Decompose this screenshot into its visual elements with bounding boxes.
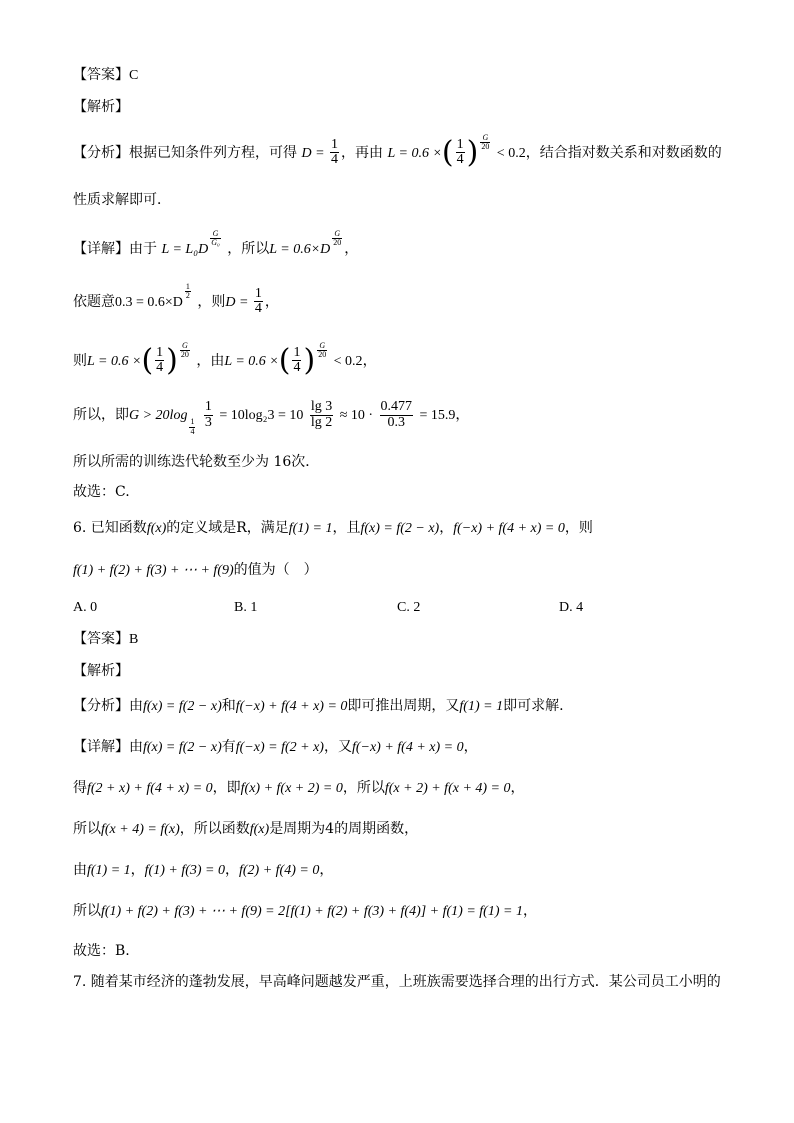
math-l-l0d: L = L₀D [161, 241, 209, 257]
exp-g-g0: $\frac{G}{\text{G₀}}$ [211, 229, 220, 248]
detail-line2-q6 [73, 781, 525, 796]
detail-line1-q5 [73, 230, 358, 257]
q6-d3-1: 所以 [73, 821, 101, 837]
stem-line2-q6 [73, 563, 318, 578]
exp-g-20-b: $\frac{G}{20}$ [333, 229, 342, 248]
xiangjie-label-q6: 【详解】 [73, 739, 129, 755]
option-b: B. 1 [234, 600, 258, 615]
option-d: D. 4 [559, 600, 584, 615]
frac-0477-03: $\frac{0.477}{0.3}$ [380, 399, 413, 430]
frac-one-third: $\frac{1}{3}$ [204, 399, 212, 430]
q6-d3-3: 是周期为4的周期函数， [269, 821, 419, 837]
math-approx: ≈ 10 · [339, 408, 374, 424]
fenxi-line-q5: 【分析】根据已知条件列方程，可得 D = $\frac{1}{4}$ ，再由 L = 0.6 ×( $\frac{1}{4}$ ) $\frac{G}{20}$ < 0.2，结合指对数关系和对数函数的 [73, 133, 722, 170]
math-final-sum: f(1) + f(2) + f(3) + ⋯ + f(9) = 2[f(1) + f(2) + f(3) + f(4)] + f(1) = f(1) = 1 [101, 904, 523, 919]
detail-line3-q6 [73, 822, 418, 837]
math-l-eq-b: L = 0.6 × [87, 353, 142, 369]
option-c: C. 2 [397, 600, 421, 615]
q6-stem-2: 的定义域是R，满足 [166, 520, 289, 536]
math-l-06d: L = 0.6×D [269, 241, 331, 257]
math-f1eq1: f(1) = 1 [288, 521, 333, 536]
math-fx-x2: f(x) + f(x + 2) = 0 [240, 781, 343, 796]
analysis-label: 【解析】 [73, 99, 129, 115]
detail3-text-1: 则 [73, 352, 87, 369]
q6-fenxi-3: 即可推出周期，又 [347, 698, 460, 714]
detail-line5-q5: 所以所需的训练迭代轮数至少为 16次． [73, 454, 320, 470]
math-fneg-eq: f(−x) = f(2 + x) [235, 740, 324, 755]
detail1-text-1: 由于 [129, 240, 157, 257]
math-d-eq-b: D = [225, 294, 252, 310]
answer-value: C [129, 68, 139, 83]
analysis-heading-q5 [73, 100, 129, 114]
math-lt-02: < 0.2 [496, 145, 526, 161]
math-l-eq: L = 0.6 × [387, 145, 442, 161]
math-d-eq: D = [301, 145, 329, 161]
fenxi-line-q6 [73, 699, 564, 714]
q6-d2-2: ，即 [212, 780, 241, 796]
stem-line1-q7: 7. 随着某市经济的蓬勃发展，早高峰问题越发严重，上班族需要选择合理的出行方式．某公司员工小明的 [73, 974, 721, 990]
math-fx: f(x) [146, 521, 167, 536]
q6-d5-1: 所以 [73, 903, 101, 919]
q6-d2-1: 得 [73, 780, 87, 796]
math-l-eq-c: L = 0.6 × [224, 353, 279, 369]
detail1-text-2: ，所以 [227, 240, 270, 257]
detail-line5-q6 [73, 904, 537, 919]
q6-d4-4: ， [319, 862, 334, 878]
detail-line2-q5 [73, 283, 279, 317]
fenxi-text-1: 根据已知条件列方程，可得 [129, 144, 297, 161]
stem-line1-q6 [73, 521, 593, 536]
answer-line-q5 [73, 68, 138, 83]
frac-one-quarter-e: $\frac{1}{4}$ [293, 344, 301, 376]
q6-fenxi-1: 由 [129, 698, 143, 714]
q6-d1-4: ， [463, 739, 478, 755]
detail3-text-3: ， [362, 352, 377, 369]
detail-line1-q6 [73, 740, 478, 755]
exp-half: $\frac{1}{2}$ [185, 282, 190, 301]
answer-value-q6: B [129, 632, 139, 647]
math-mid-chain: = 10log₂3 = 10 [219, 408, 304, 424]
math-fx-sym-b: f(x) = f(2 − x) [143, 699, 222, 714]
math-eq-159: = 15.9 [419, 408, 456, 424]
q6-d4-3: ， [225, 862, 239, 878]
math-fx2-x4: f(x + 2) + f(x + 4) = 0 [384, 781, 511, 796]
answer-line-q6 [73, 632, 138, 647]
fenxi-text-3: ，结合指对数关系和对数函数的 [525, 144, 722, 161]
math-lt-02-b: < 0.2 [333, 353, 363, 369]
math-f1eq1-b: f(1) = 1 [459, 699, 504, 714]
frac-one-quarter: $\frac{1}{4}$ [331, 136, 339, 168]
q6-stem2-1: 的值为（ ） [233, 562, 318, 578]
q6-fenxi-4: 即可求解. [503, 698, 564, 714]
q6-fenxi-2: 和 [221, 698, 236, 714]
math-sum9: f(1) + f(2) + f(3) + ⋯ + f(9) [73, 563, 234, 578]
frac-lg3-lg2: $\frac{\lg 3}{\lg 2}$ [310, 399, 333, 430]
choose-q6: 故选：B. [73, 943, 130, 959]
q6-stem-3: ，且 [332, 520, 361, 536]
detail3-text-2: ，由 [196, 352, 225, 369]
exp-g-20: $\frac{G}{20}$ [481, 133, 490, 152]
frac-one-quarter-d: $\frac{1}{4}$ [156, 344, 164, 376]
detail1-text-3: ， [344, 240, 359, 257]
q6-stem-4: ， [439, 520, 454, 536]
answer-label: 【答案】 [73, 67, 129, 83]
detail-line4-q6 [73, 863, 333, 878]
frac-one-quarter-b: $\frac{1}{4}$ [456, 136, 464, 168]
fenxi-label: 【分析】 [73, 144, 129, 161]
math-f13: f(1) + f(3) = 0 [144, 863, 225, 878]
detail2-text-3: ， [264, 293, 279, 310]
math-f2x-sum: f(2 + x) + f(4 + x) = 0 [87, 781, 213, 796]
fenxi-text-2: ，再由 [341, 144, 384, 161]
xiangjie-label: 【详解】 [73, 240, 129, 257]
detail2-text-1: 依题意 [73, 293, 115, 310]
exp-g-20-d: $\frac{G}{20}$ [318, 341, 327, 360]
math-g-gt-20log: G > 20log [129, 408, 188, 424]
detail-line3-q5: 则L = 0.6 ×( $\frac{1}{4}$ ) $\frac{G}{20}$ ，由L = 0.6 ×( $\frac{1}{4}$ ) $\frac{G}{20}$ < 0.2， [73, 341, 377, 378]
log-base-quarter: $\frac{1}{4}$ [190, 417, 195, 436]
choose-q5: 故选：C. [73, 484, 130, 500]
exp-g-20-c: $\frac{G}{20}$ [180, 341, 189, 360]
math-eq03: 0.3 = 0.6×D [115, 294, 183, 310]
math-fneg-sum: f(−x) + f(4 + x) = 0 [453, 521, 565, 536]
detail-line4-q5 [73, 400, 469, 436]
math-fx-sym-c: f(x) = f(2 − x) [143, 740, 222, 755]
q6-d1-2: 有 [221, 739, 236, 755]
answer-label-q6: 【答案】 [73, 631, 129, 647]
detail4-text-2: ， [455, 407, 470, 424]
math-f24: f(2) + f(4) = 0 [239, 863, 320, 878]
detail2-text-2: ，则 [197, 293, 226, 310]
q6-d3-2: ，所以函数 [179, 821, 250, 837]
q6-d4-1: 由 [73, 862, 87, 878]
math-fneg-sum-b: f(−x) + f(4 + x) = 0 [235, 699, 348, 714]
q6-d1-1: 由 [129, 739, 143, 755]
q6-d2-3: ，所以 [342, 780, 385, 796]
math-fx-b: f(x) [249, 822, 270, 837]
q6-d5-2: ， [522, 903, 537, 919]
math-fx-sym: f(x) = f(2 − x) [360, 521, 440, 536]
fenxi-line2-q5: 性质求解即可． [73, 192, 171, 208]
analysis-heading-q6: 【解析】 [73, 663, 129, 679]
detail4-text-1: 所以，即 [73, 407, 129, 424]
math-fneg-sum-c: f(−x) + f(4 + x) = 0 [351, 740, 464, 755]
frac-one-quarter-c: $\frac{1}{4}$ [254, 285, 262, 317]
q6-stem-1: 6. 已知函数 [73, 520, 147, 536]
math-f1eq1-c: f(1) = 1 [87, 863, 131, 878]
q6-d4-2: ， [130, 862, 145, 878]
q6-stem-5: ，则 [564, 520, 593, 536]
option-a: A. 0 [73, 600, 98, 615]
math-fx4: f(x + 4) = f(x) [101, 822, 180, 837]
q6-d1-3: ，又 [323, 739, 352, 755]
q6-d2-4: ， [510, 780, 525, 796]
fenxi-label-q6: 【分析】 [73, 698, 129, 714]
